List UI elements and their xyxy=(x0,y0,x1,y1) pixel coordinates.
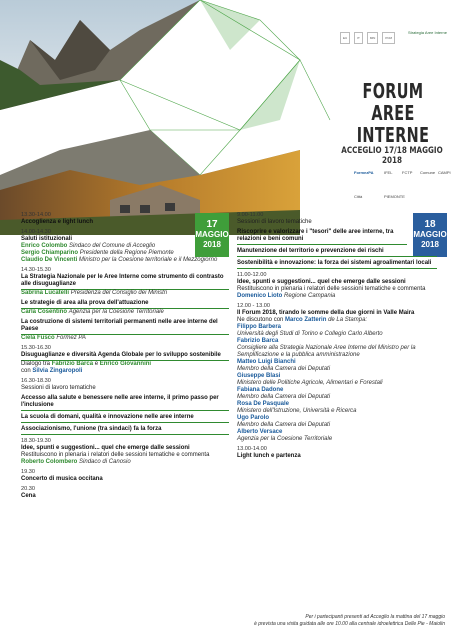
session-time: 20.30 xyxy=(21,486,35,492)
list-item xyxy=(21,414,229,423)
session-title: Accesso alla salute e benessere nelle aree interne, il primo passo per l'inclusione xyxy=(21,395,229,411)
session-title: Sostenibilità e innovazione: la forza dei sistemi agroalimentari locali xyxy=(237,260,437,269)
logo-partner-5: Città xyxy=(354,194,363,199)
session-time: 13.30-14.00 xyxy=(21,212,51,218)
footnote xyxy=(240,614,445,628)
moderator-role: de La Stampa: xyxy=(328,317,368,323)
panelist-name: Rosa De Pasquale xyxy=(237,401,290,407)
speaker-role: Formez PA xyxy=(56,335,86,341)
strategia-logo xyxy=(408,30,447,35)
speaker-role: Sindaco di Canosio xyxy=(79,459,131,465)
logo-partner-6: PIEMONTE xyxy=(384,194,405,199)
session-time: 11.00-12.00 xyxy=(237,272,267,278)
badge-month: MAGGIO xyxy=(413,230,447,239)
speaker-name: Sabrina Lucatelli xyxy=(21,290,70,296)
speaker-name: Carla Cosentino xyxy=(21,309,68,315)
speaker-role: Presidente della Regione Piemonte xyxy=(79,250,174,256)
session-title: Saluti istituzionali xyxy=(21,236,73,242)
panelist-role: Membro della Camera dei Deputati xyxy=(237,366,331,372)
logo-eu: EU xyxy=(340,32,350,44)
footnote-line-2: è prevista una visita guidata alle ore 10.00 alla centrale idroelettrica Delle Pie - Maiolin xyxy=(254,621,445,627)
speaker-name: Roberto Colombero xyxy=(21,459,78,465)
speaker-role: Ministro per la Coesione territoriale e il Mezzogiorno xyxy=(78,257,218,263)
list-item xyxy=(21,212,229,226)
session-title: Riscoprire e valorizzare i "tesori" delle aree interne, tra relazioni e beni comuni xyxy=(237,229,407,245)
session-title: Cena xyxy=(21,493,36,499)
panelist-role: Ministero delle Politiche Agricole, Alimentari e Forestali xyxy=(237,380,383,386)
session-title: Manutenzione del territorio e prevenzione dei rischi xyxy=(237,248,437,257)
speaker-name: Fabrizio Barca xyxy=(51,361,94,367)
list-item xyxy=(21,469,229,483)
session-time: 9.00-11.00 xyxy=(237,212,264,218)
speaker-name: Enrico Colombo xyxy=(21,243,68,249)
speaker-role: Regione Campania xyxy=(284,293,336,299)
moderator-name: Marco Zatterin xyxy=(285,317,327,323)
session-time: 12.00 - 13.00 xyxy=(237,303,270,309)
panelist-role: Ministero dell'Istruzione, Università e Ricerca xyxy=(237,408,357,414)
session-title: Concerto di musica occitana xyxy=(21,476,103,482)
session-title: La scuola di domani, qualità e innovazione nelle aree interne xyxy=(21,414,229,423)
event-subtitle: ACCEGLIO 17/18 MAGGIO 2018 xyxy=(341,146,443,166)
speaker-role: Presidenza del Consiglio dei Ministri xyxy=(70,290,168,296)
panelist-role: Membro della Camera dei Deputati xyxy=(237,394,331,400)
speaker-name: Ciela Fusco xyxy=(21,335,55,341)
logo-ministry: MIN xyxy=(367,32,379,44)
panelist-role: Agenzia per la Coesione Territoriale xyxy=(237,436,333,442)
logo-pcm: PCM xyxy=(382,32,395,44)
logo-partner-4: CAMPI xyxy=(438,170,451,175)
speaker-name: Claudio De Vincenti xyxy=(21,257,78,263)
list-item xyxy=(21,426,229,435)
list-item xyxy=(237,248,437,257)
list-item xyxy=(21,229,229,264)
session-title: Light lunch e partenza xyxy=(237,453,301,459)
logo-partner-2: FCTP xyxy=(402,170,413,175)
list-item xyxy=(21,319,229,342)
list-item xyxy=(21,345,229,375)
panelist-name: Fabrizio Barca xyxy=(237,338,279,344)
list-item xyxy=(237,212,437,226)
logo-italy: IT xyxy=(354,32,363,44)
session-title: La costruzione di sistemi territoriali permanenti nelle aree interne del Paese xyxy=(21,319,229,335)
session-title: La Strategia Nazionale per le Aree Interne come strumento di contrasto alle disuguaglianze xyxy=(21,274,229,290)
strategia-label: Strategia Aree Interne xyxy=(408,30,447,35)
session-title: Il Forum 2018, tirando le somme della due giorni in Valle Maira xyxy=(237,310,415,316)
session-time: 16.30-18.30 xyxy=(21,378,51,384)
speaker-name: Enrico Giovannini xyxy=(99,361,152,367)
speaker-role: Agenzia per la Coesione Territoriale xyxy=(68,309,164,315)
panelist-name: Giuseppe Blasi xyxy=(237,373,281,379)
panelist-name: Filippo Barbera xyxy=(237,324,282,330)
panelist-name: Matteo Luigi Bianchi xyxy=(237,359,296,365)
panelist-role: Consigliere alla Strategia Nazionale Aree Interne del Ministro per la Semplificazione e la pubblica amministrazione xyxy=(237,345,416,358)
logo-partner-3: Comune xyxy=(420,170,436,175)
list-item xyxy=(21,300,229,316)
dialog-and: e xyxy=(94,361,99,367)
list-item xyxy=(21,486,229,500)
list-item xyxy=(21,395,229,411)
badge-month: MAGGIO xyxy=(195,230,229,239)
restitution-text: Restituiscono in plenaria i relatori delle sessioni tematiche e commenta xyxy=(21,452,210,458)
session-title: Idee, spunti e suggestioni... quel che emerge dalle sessioni xyxy=(21,445,190,451)
program-day2 xyxy=(237,212,437,463)
logo-partner-1: IFEL xyxy=(384,170,393,175)
badge-year: 2018 xyxy=(421,240,439,249)
list-item xyxy=(21,438,229,466)
moderator-name: Silvia Zingaropoli xyxy=(32,368,83,374)
session-title: Sessioni di lavoro tematiche xyxy=(237,219,312,225)
program-day1 xyxy=(21,212,229,503)
title-line-1: FORUM xyxy=(362,79,424,103)
moderator-prefix: Ne discutono con xyxy=(237,317,284,323)
session-title: Idee, spunti e suggestioni... quel che emerge dalle sessioni xyxy=(237,279,406,285)
panelist-name: Alberto Versace xyxy=(237,429,283,435)
speaker-name: Domenico Lioto xyxy=(237,293,283,299)
list-item xyxy=(21,378,229,392)
forum-title xyxy=(330,80,456,146)
session-time: 14.00-14.30 xyxy=(21,229,51,235)
badge-day: 18 xyxy=(424,219,436,230)
dialog-prefix: Dialogo tra xyxy=(21,361,51,367)
list-item xyxy=(237,303,437,443)
title-line-2: AREE INTERNE xyxy=(356,101,430,147)
with-prefix: con xyxy=(21,368,31,374)
list-item xyxy=(237,260,437,269)
badge-year: 2018 xyxy=(203,240,221,249)
speaker-name: Sergio Chiamparino xyxy=(21,250,79,256)
panelist-role: Università degli Studi di Torino e Collegio Carlo Alberto xyxy=(237,331,383,337)
session-title: Le strategie di area alla prova dell'attuazione xyxy=(21,300,229,309)
list-item xyxy=(21,267,229,297)
restitution-text: Restituiscono in plenaria i relatori delle sessioni tematiche e commenta xyxy=(237,286,426,292)
session-title: Accoglienza e light lunch xyxy=(21,219,94,225)
badge-day: 17 xyxy=(206,219,218,230)
session-title: Disuguaglianze e diversità Agenda Globale per lo sviluppo sostenibile xyxy=(21,352,229,361)
hero-banner xyxy=(0,0,456,235)
session-time: 18.30-19.30 xyxy=(21,438,51,444)
panel-list xyxy=(237,324,437,443)
session-title: Associazionismo, l'unione (tra sindaci) fa la forza xyxy=(21,426,229,435)
list-item xyxy=(237,446,437,460)
logo-formez: FormezPA xyxy=(354,170,374,175)
session-time: 15.30-16.30 xyxy=(21,345,51,351)
session-title: Sessioni di lavoro tematiche xyxy=(21,385,96,391)
session-time: 19.30 xyxy=(21,469,35,475)
list-item xyxy=(237,229,437,245)
list-item xyxy=(237,272,437,300)
panelist-name: Fabiana Dadone xyxy=(237,387,284,393)
footnote-line-1: Per i partecipanti presenti ad Acceglio la mattina del 17 maggio xyxy=(305,614,445,620)
panelist-name: Ugo Parolo xyxy=(237,415,270,421)
speaker-role: Sindaco del Comune di Acceglio xyxy=(69,243,156,249)
session-time: 13.00-14.00 xyxy=(237,446,267,452)
session-time: 14.30-15.30 xyxy=(21,267,51,273)
panelist-role: Membro della Camera dei Deputati xyxy=(237,422,331,428)
